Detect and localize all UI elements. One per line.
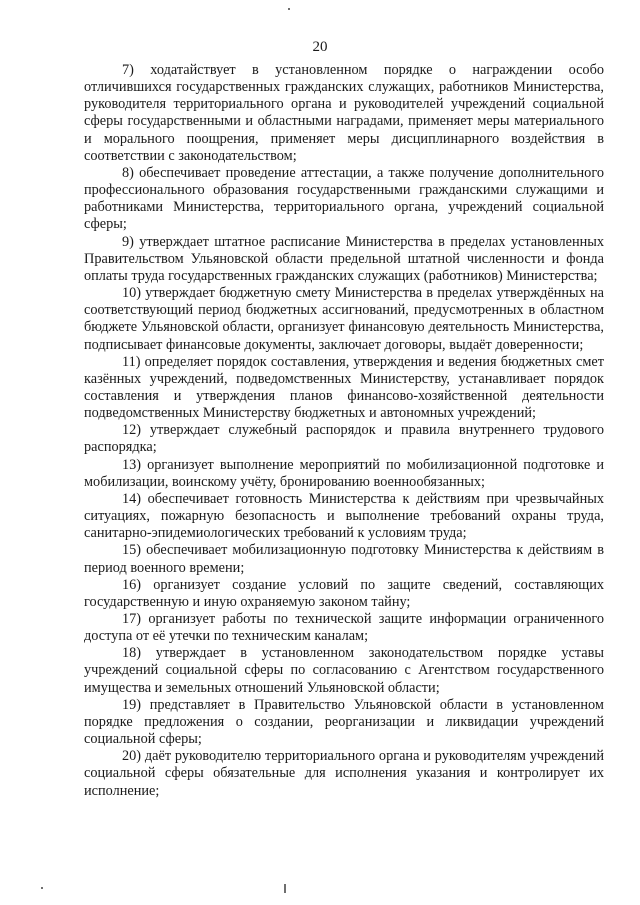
scan-speck: [41, 887, 43, 889]
list-item-9: 9) утверждает штатное расписание Министерства в пределах установленных Правительством Ульяновской области предельной штатной численности и фонда оплаты труда государственных гражданских служащих (работников) Министерства;: [84, 233, 604, 284]
list-item-7: 7) ходатайствует в установленном порядке о награждении особо отличившихся государственных гражданских служащих, работников Министерства, руководителя территориального органа и руководителей учреждений социальной сферы государственными и областными наградами, применяет меры материального и морального поощрения, применяет меры дисциплинарного воздействия в соответствии с законодательством;: [84, 62, 604, 164]
list-item-12: 12) утверждает служебный распорядок и правила внутреннего трудового распорядка;: [84, 422, 604, 456]
scan-speck: [288, 8, 290, 10]
list-item-15: 15) обеспечивает мобилизационную подготовку Министерства к действиям в период военного времени;: [84, 542, 604, 576]
list-item-17: 17) организует работы по технической защите информации ограниченного доступа от её утечки по техническим каналам;: [84, 611, 604, 645]
list-item-16: 16) организует создание условий по защите сведений, составляющих государственную и иную охраняемую законом тайну;: [84, 576, 604, 610]
scan-speck: [284, 884, 286, 893]
list-item-18: 18) утверждает в установленном законодательством порядке уставы учреждений социальной сферы по согласованию с Агентством государственного имущества и земельных отношений Ульяновской области;: [84, 645, 604, 696]
list-item-8: 8) обеспечивает проведение аттестации, а также получение дополнительного профессионального образования государственными гражданскими служащими и работниками Министерства, территориального органа, учреждений социальной сферы;: [84, 164, 604, 233]
list-item-13: 13) организует выполнение мероприятий по мобилизационной подготовке и мобилизации, воинскому учёту, бронированию военнообязанных;: [84, 456, 604, 490]
page-number: 20: [312, 39, 328, 55]
list-item-10: 10) утверждает бюджетную смету Министерства в пределах утверждённых на соответствующий период бюджетных ассигнований, предусмотренных в областном бюджете Ульяновской области, организует финансовую деятельность Министерства, подписывает финансовые документы, заключает договоры, выдаёт доверенности;: [84, 285, 604, 353]
list-item-11: 11) определяет порядок составления, утверждения и ведения бюджетных смет казённых учреждений, подведомственных Министерству, устанавливает порядок составления и утверждения планов финансово-хозяйственной деятельности подведомственных Министерству бюджетных и автономных учреждений;: [84, 353, 604, 422]
list-item-20: 20) даёт руководителю территориального органа и руководителям учреждений социальной сферы обязательные для исполнения указания и контролирует их исполнение;: [84, 748, 604, 799]
list-item-19: 19) представляет в Правительство Ульяновской области в установленном порядке предложения о создании, реорганизации и ликвидации учреждений социальной сферы;: [84, 696, 604, 748]
document-body: [84, 62, 604, 800]
list-item-14: 14) обеспечивает готовность Министерства к действиям при чрезвычайных ситуациях, пожарную безопасность и выполнение требований охраны труда, санитарно-эпидемиологических требований к условиям труда;: [84, 490, 604, 542]
